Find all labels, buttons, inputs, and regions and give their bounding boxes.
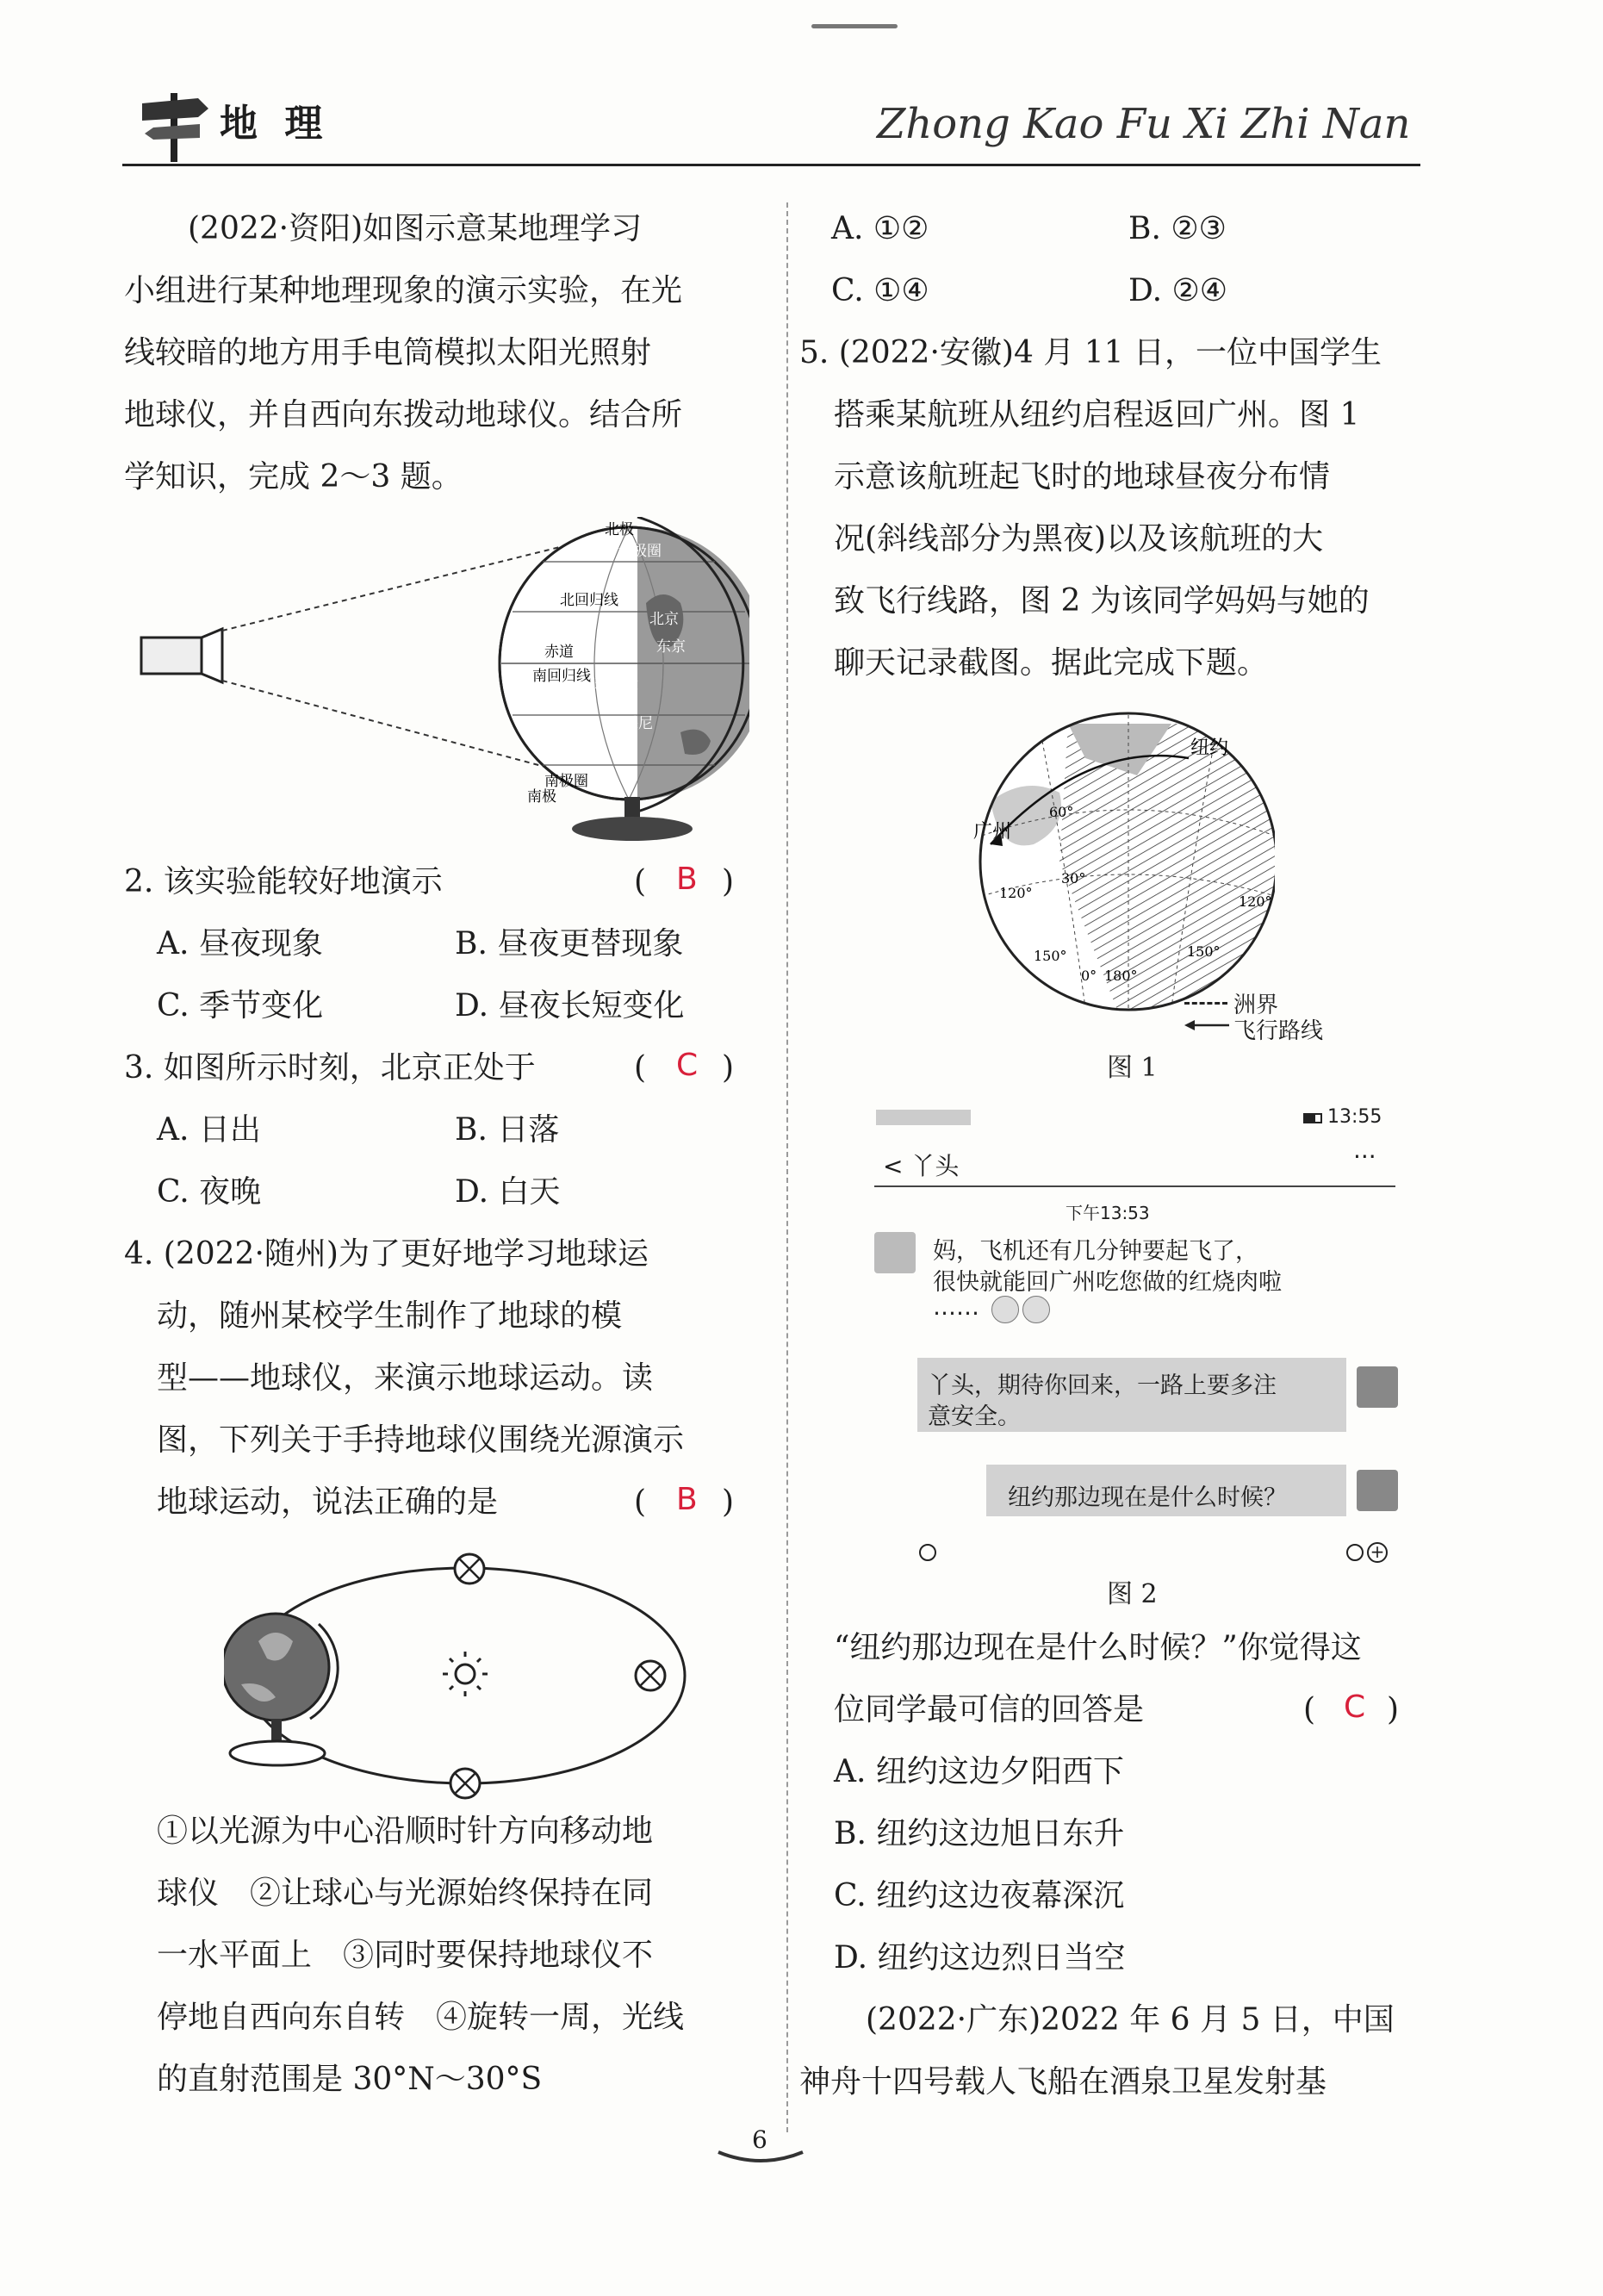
q4-statement-1: ①以光源为中心沿顺时针方向移动地 <box>157 1814 654 1849</box>
mother-avatar <box>1357 1470 1398 1511</box>
q4-stem-3: 型——地球仪，来演示地球运动。读 <box>157 1360 654 1396</box>
q2-answer: B <box>676 862 698 897</box>
chat-header-rule <box>874 1185 1395 1187</box>
q4-statement-5: 的直射范围是 30°N～30°S <box>157 2062 543 2097</box>
q5-option-a[interactable]: A. 纽约这边夕阳西下 <box>834 1754 1124 1789</box>
daughter-avatar <box>874 1232 916 1273</box>
svg-text:北极圈: 北极圈 <box>618 543 662 560</box>
svg-text:赤道: 赤道 <box>544 644 574 661</box>
book-title: Zhong Kao Fu Xi Zhi Nan <box>877 100 1411 148</box>
q5-answer: C <box>1344 1689 1366 1725</box>
legend-boundary-label: 洲界 <box>1233 992 1279 1018</box>
voice-icon[interactable] <box>919 1544 936 1561</box>
q2-option-a[interactable]: A. 昼夜现象 <box>157 926 323 961</box>
q5-stem-1: 5. (2022·安徽)4 月 11 日，一位中国学生 <box>799 335 1382 370</box>
chat-timestamp: 下午13:53 <box>1066 1203 1150 1223</box>
signal-status-icon <box>876 1110 971 1125</box>
legend-route-label: 飞行路线 <box>1233 1018 1324 1044</box>
svg-text:广州: 广州 <box>973 821 1012 843</box>
q2-option-c[interactable]: C. 季节变化 <box>157 988 324 1024</box>
svg-text:悉尼: 悉尼 <box>624 715 653 732</box>
q3-option-a[interactable]: A. 日出 <box>157 1112 261 1148</box>
svg-text:南极: 南极 <box>527 788 556 806</box>
q5-stem-6: 聊天记录截图。据此完成下题。 <box>834 645 1269 681</box>
q4-option-b[interactable]: B. ②③ <box>1128 211 1227 246</box>
status-time: 13:55 <box>1327 1106 1382 1128</box>
q4-open: ( <box>634 1484 647 1520</box>
q4-stem-5: 地球运动，说法正确的是 <box>157 1484 499 1520</box>
q3-close: ) <box>722 1050 735 1086</box>
q2-open: ( <box>634 864 647 899</box>
q2-option-d[interactable]: D. 昼夜长短变化 <box>455 988 685 1024</box>
q4-stem-2: 动，随州某校学生制作了地球的模 <box>157 1298 623 1334</box>
msg3-line1: 纽约那边现在是什么时候？ <box>1008 1484 1287 1511</box>
svg-text:180°: 180° <box>1104 968 1138 984</box>
chat-contact[interactable]: < 丫头 <box>883 1152 960 1180</box>
svg-text:60°: 60° <box>1049 804 1074 820</box>
svg-text:120°: 120° <box>1239 893 1272 910</box>
q5-question-1: “纽约那边现在是什么时候？”你觉得这 <box>834 1630 1362 1665</box>
q5-stem-3: 示意该航班起飞时的地球昼夜分布情 <box>834 459 1331 495</box>
intro-line-2: 小组进行某种地理现象的演示实验，在光 <box>124 273 683 308</box>
q5-stem-2: 搭乘某航班从纽约启程返回广州。图 1 <box>834 397 1360 432</box>
q5-close: ) <box>1387 1692 1400 1727</box>
plus-icon[interactable]: + <box>1367 1542 1388 1563</box>
msg2-line1: 丫头，期待你回来，一路上要多注 <box>928 1372 1277 1399</box>
mother-avatar <box>1357 1366 1398 1408</box>
q2-close: ) <box>722 864 735 899</box>
signpost-logo <box>138 86 215 164</box>
q5-option-c[interactable]: C. 纽约这边夜幕深沉 <box>834 1878 1125 1913</box>
smile-emoji-icon <box>1022 1296 1050 1323</box>
figure2-caption: 图 2 <box>1107 1579 1158 1609</box>
q5-stem-5: 致飞行线路，图 2 为该同学妈妈与她的 <box>834 583 1370 619</box>
q4-option-d[interactable]: D. ②④ <box>1128 273 1228 308</box>
q4-statement-2: 球仪 ②让球心与光源始终保持在同 <box>157 1876 654 1911</box>
q4-option-a[interactable]: A. ①② <box>831 211 929 246</box>
svg-text:120°: 120° <box>999 885 1033 901</box>
svg-text:150°: 150° <box>1034 948 1067 964</box>
svg-text:北极: 北极 <box>605 521 634 538</box>
intro-line-4: 地球仪，并自西向东拨动地球仪。结合所 <box>124 397 683 432</box>
globe-flashlight-figure <box>129 517 749 844</box>
intro-line-1: (2022·资阳)如图示意某地理学习 <box>188 211 643 246</box>
figure2-chat <box>874 1103 1400 1568</box>
q4-statement-4: 停地自西向东自转 ④旋转一周，光线 <box>157 2000 685 2035</box>
msg1-line1: 妈，飞机还有几分钟要起飞了， <box>933 1238 1258 1265</box>
q5-open: ( <box>1303 1692 1316 1727</box>
column-divider <box>786 202 788 2132</box>
q4-stem-1: 4. (2022·随州)为了更好地学习地球运 <box>124 1236 649 1272</box>
q3-open: ( <box>634 1050 647 1086</box>
header-rule <box>122 164 1420 166</box>
emoji-icon[interactable] <box>1346 1544 1364 1561</box>
q4-option-c[interactable]: C. ①④ <box>831 273 929 308</box>
q5-stem-4: 况(斜线部分为黑夜)以及该航班的大 <box>834 521 1324 557</box>
legend-arrow-icon <box>1184 1017 1232 1034</box>
svg-text:雅加达: 雅加达 <box>594 676 638 694</box>
q5-option-b[interactable]: B. 纽约这边旭日东升 <box>834 1816 1125 1851</box>
q5-option-d[interactable]: D. 纽约这边烈日当空 <box>834 1940 1126 1976</box>
figure1-globe <box>913 706 1275 1042</box>
svg-text:北回归线: 北回归线 <box>560 592 618 609</box>
page-number: 6 <box>752 2125 767 2154</box>
legend-boundary-swatch <box>1184 1002 1227 1005</box>
intro-line-5: 学知识，完成 2～3 题。 <box>124 459 463 495</box>
orbit-figure <box>224 1546 706 1805</box>
next-intro-2: 神舟十四号载人飞船在酒泉卫星发射基 <box>799 2064 1327 2100</box>
chat-menu-icon[interactable]: ··· <box>1353 1142 1376 1171</box>
q3-stem: 3. 如图所示时刻，北京正处于 <box>124 1050 536 1086</box>
q2-option-b[interactable]: B. 昼夜更替现象 <box>455 926 684 961</box>
svg-text:南回归线: 南回归线 <box>532 668 591 685</box>
smile-emoji-icon <box>991 1296 1019 1323</box>
svg-text:30°: 30° <box>1061 870 1086 887</box>
svg-text:纽约: 纽约 <box>1190 737 1229 759</box>
q4-statement-3: 一水平面上 ③同时要保持地球仪不 <box>157 1938 654 1973</box>
msg1-line3: …… <box>933 1294 979 1321</box>
q3-option-d[interactable]: D. 白天 <box>455 1174 561 1210</box>
subject-title: 地 理 <box>220 102 330 146</box>
svg-text:南极圈: 南极圈 <box>544 773 588 790</box>
q3-option-b[interactable]: B. 日落 <box>455 1112 560 1148</box>
q4-stem-4: 图，下列关于手持地球仪围绕光源演示 <box>157 1422 685 1458</box>
sun-icon <box>443 1652 488 1696</box>
q4-answer: B <box>676 1482 698 1517</box>
svg-text:0°: 0° <box>1081 968 1097 984</box>
q3-option-c[interactable]: C. 夜晚 <box>157 1174 262 1210</box>
svg-text:北京: 北京 <box>649 611 679 628</box>
battery-icon <box>1303 1113 1322 1123</box>
q5-question-2: 位同学最可信的回答是 <box>834 1692 1145 1727</box>
q2-stem: 2. 该实验能较好地演示 <box>124 864 443 899</box>
next-intro-1: (2022·广东)2022 年 6 月 5 日，中国 <box>866 2002 1395 2038</box>
q3-answer: C <box>676 1048 699 1083</box>
svg-text:东京: 东京 <box>656 638 686 656</box>
q4-close: ) <box>722 1484 735 1520</box>
top-mark <box>811 24 898 28</box>
msg1-line2: 很快就能回广州吃您做的红烧肉啦 <box>933 1269 1282 1296</box>
msg2-line2: 意安全。 <box>928 1403 1021 1430</box>
figure1-caption: 图 1 <box>1107 1053 1158 1083</box>
intro-line-3: 线较暗的地方用手电筒模拟太阳光照射 <box>124 335 652 370</box>
svg-text:150°: 150° <box>1187 943 1221 960</box>
